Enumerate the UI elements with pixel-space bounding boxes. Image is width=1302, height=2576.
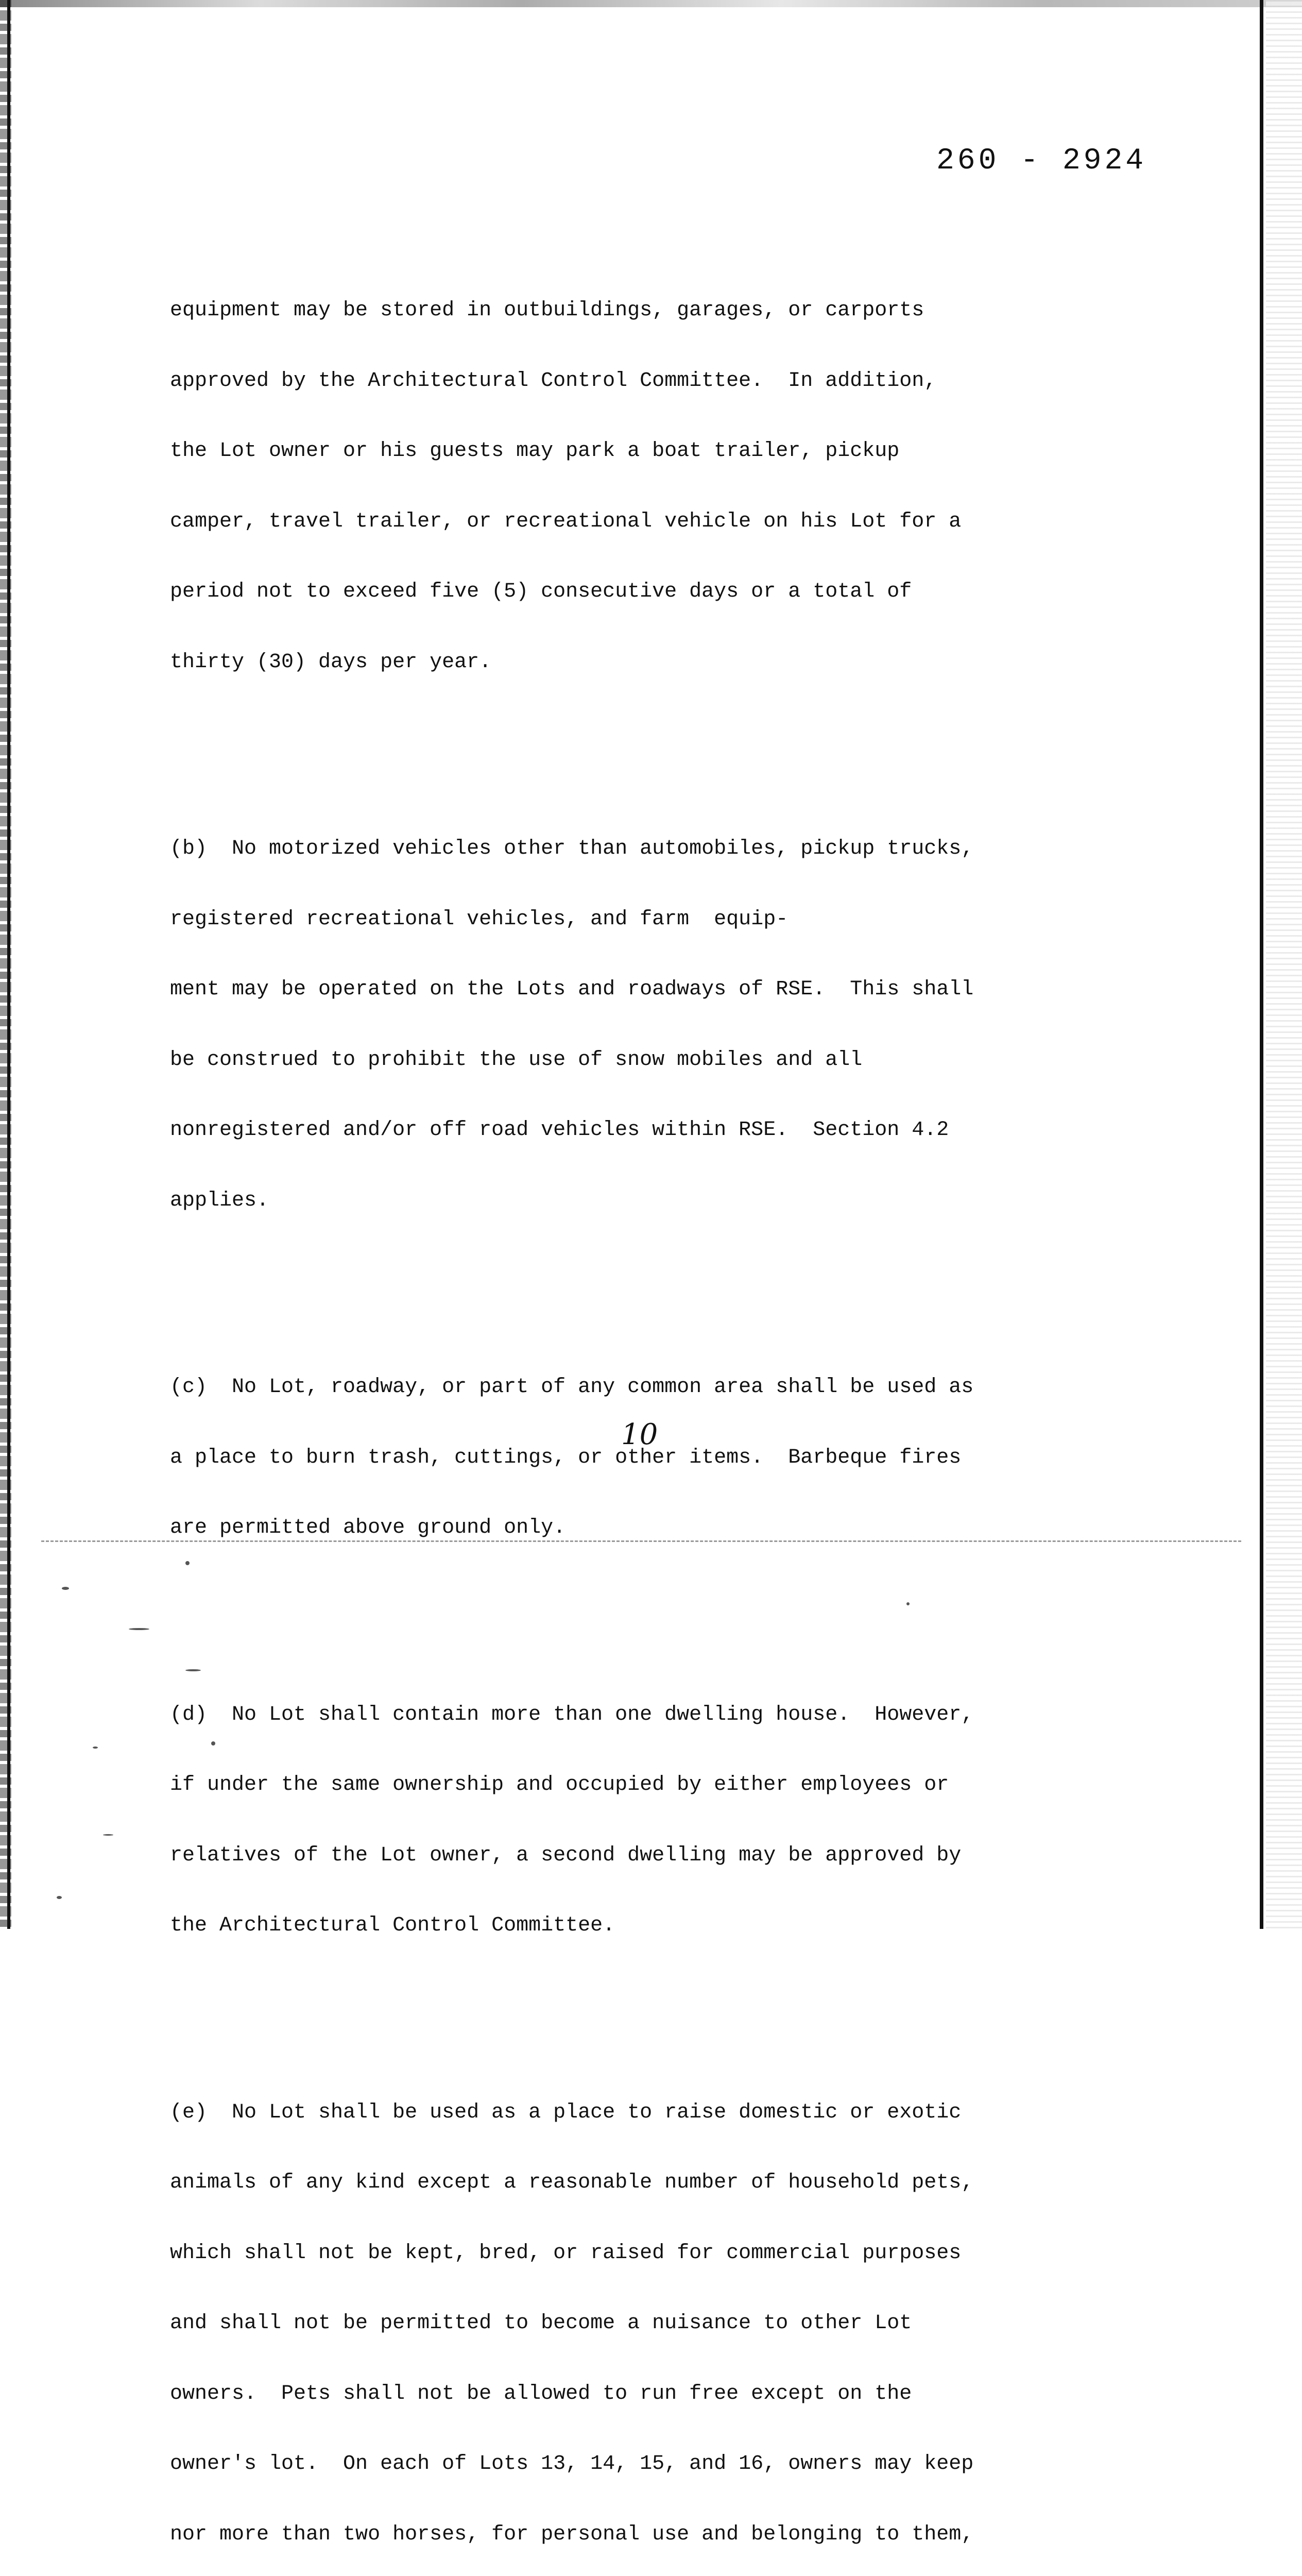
scan-edge-top — [0, 0, 1302, 7]
scan-speck — [57, 1896, 62, 1899]
text-line: period not to exceed five (5) consecutive days or a total of — [170, 580, 1241, 604]
scan-speck — [62, 1587, 69, 1590]
scan-speck — [103, 1834, 113, 1836]
text-line: thirty (30) days per year. — [170, 651, 1241, 674]
text-line: camper, travel trailer, or recreational vehicle on his Lot for a — [170, 510, 1241, 534]
text-line: owner's lot. On each of Lots 13, 14, 15, and 16, owners may keep — [170, 2452, 1241, 2476]
text-line: approved by the Architectural Control Committee. In addition, — [170, 369, 1241, 393]
scan-speck — [211, 1741, 215, 1745]
text-line: nor more than two horses, for personal use and belonging to them, — [170, 2523, 1241, 2547]
text-line: owners. Pets shall not be allowed to run free except on the — [170, 2382, 1241, 2406]
text-line: (d) No Lot shall contain more than one dwelling house. However, — [170, 1703, 1241, 1727]
text-line: are permitted above ground only. — [170, 1516, 1241, 1540]
text-line: animals of any kind except a reasonable number of household pets, — [170, 2171, 1241, 2195]
scan-speck — [185, 1561, 190, 1565]
text-line: relatives of the Lot owner, a second dwelling may be approved by — [170, 1844, 1241, 1868]
text-line: ment may be operated on the Lots and roadways of RSE. This shall — [170, 978, 1241, 1002]
page-number: 10 — [621, 1418, 658, 1451]
text-line: a place to burn trash, cuttings, or other items. Barbeque fires — [170, 1446, 1241, 1470]
scan-speck — [185, 1669, 201, 1671]
text-line: be construed to prohibit the use of snow mobiles and all — [170, 1048, 1241, 1072]
scan-edge-right — [1266, 0, 1302, 1929]
page-bottom-edge — [41, 1540, 1241, 1542]
paragraph-intro — [170, 252, 1241, 721]
document-body — [170, 205, 1241, 2576]
text-line: which shall not be kept, bred, or raised for commercial purposes — [170, 2242, 1241, 2265]
text-line: the Architectural Control Committee. — [170, 1914, 1241, 1938]
paragraph-d — [170, 1656, 1241, 1985]
text-line: (b) No motorized vehicles other than automobiles, pickup trucks, — [170, 837, 1241, 861]
right-margin-rule — [1260, 0, 1263, 1929]
scan-speck — [906, 1602, 910, 1605]
text-line: and shall not be permitted to become a nuisance to other Lot — [170, 2312, 1241, 2335]
scan-speck — [93, 1747, 98, 1749]
paragraph-b — [170, 790, 1241, 1259]
text-line: applies. — [170, 1189, 1241, 1213]
text-line: (e) No Lot shall be used as a place to raise domestic or exotic — [170, 2101, 1241, 2125]
text-line: equipment may be stored in outbuildings, garages, or carports — [170, 299, 1241, 323]
left-margin-rule — [7, 0, 10, 1929]
document-number: 260 - 2924 — [936, 144, 1146, 178]
scan-speck — [129, 1628, 149, 1630]
text-line: (c) No Lot, roadway, or part of any common area shall be used as — [170, 1376, 1241, 1399]
text-line: the Lot owner or his guests may park a boat trailer, pickup — [170, 439, 1241, 463]
text-line: nonregistered and/or off road vehicles within RSE. Section 4.2 — [170, 1118, 1241, 1142]
paragraph-e — [170, 2054, 1241, 2576]
text-line: registered recreational vehicles, and farm equip- — [170, 908, 1241, 931]
paragraph-c — [170, 1329, 1241, 1587]
text-line: if under the same ownership and occupied by either employees or — [170, 1773, 1241, 1797]
